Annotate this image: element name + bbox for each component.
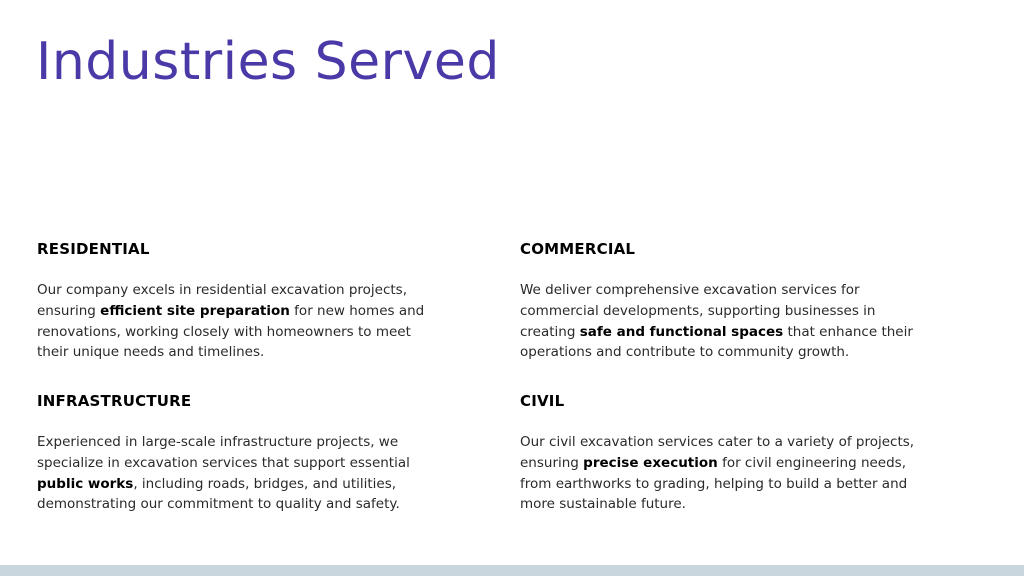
section-residential xyxy=(37,240,437,363)
description-highlight: efficient site preparation xyxy=(100,302,290,319)
section-heading: COMMERCIAL xyxy=(520,240,636,258)
page-title: Industries Served xyxy=(36,32,500,92)
section-heading: CIVIL xyxy=(520,392,565,410)
description-text: Our civil excavation services cater to a variety of projects, ensuring xyxy=(520,434,915,471)
footer-bar xyxy=(0,565,1024,576)
description-text: Our company excels in residential excavation projects, ensuring xyxy=(37,282,407,319)
description-text: for new homes and renovations, working closely with homeowners to meet their unique needs and timelines. xyxy=(37,302,425,361)
description-text: We deliver comprehensive excavation services for commercial developments, supporting businesses in creating xyxy=(520,282,876,340)
description-highlight: safe and functional spaces xyxy=(579,323,784,340)
section-civil xyxy=(520,392,920,515)
description-highlight: precise execution xyxy=(583,454,718,471)
section-heading: INFRASTRUCTURE xyxy=(37,392,192,410)
section-heading: RESIDENTIAL xyxy=(37,240,150,258)
description-highlight: public works xyxy=(37,475,134,492)
description-text: Experienced in large-scale infrastructure projects, we specialize in excavation services that support essential xyxy=(37,434,410,471)
description-text: that enhance their operations and contribute to community growth. xyxy=(520,323,913,361)
section-infrastructure xyxy=(37,392,437,515)
description-text: for civil engineering needs, from earthworks to grading, helping to build a better and more sustainable future. xyxy=(520,454,908,513)
section-description xyxy=(37,432,437,515)
section-description xyxy=(520,280,920,363)
section-description xyxy=(520,432,920,515)
section-commercial xyxy=(520,240,920,363)
description-text: , including roads, bridges, and utilities, demonstrating our commitment to quality and safety. xyxy=(37,475,400,513)
section-description xyxy=(37,280,437,363)
